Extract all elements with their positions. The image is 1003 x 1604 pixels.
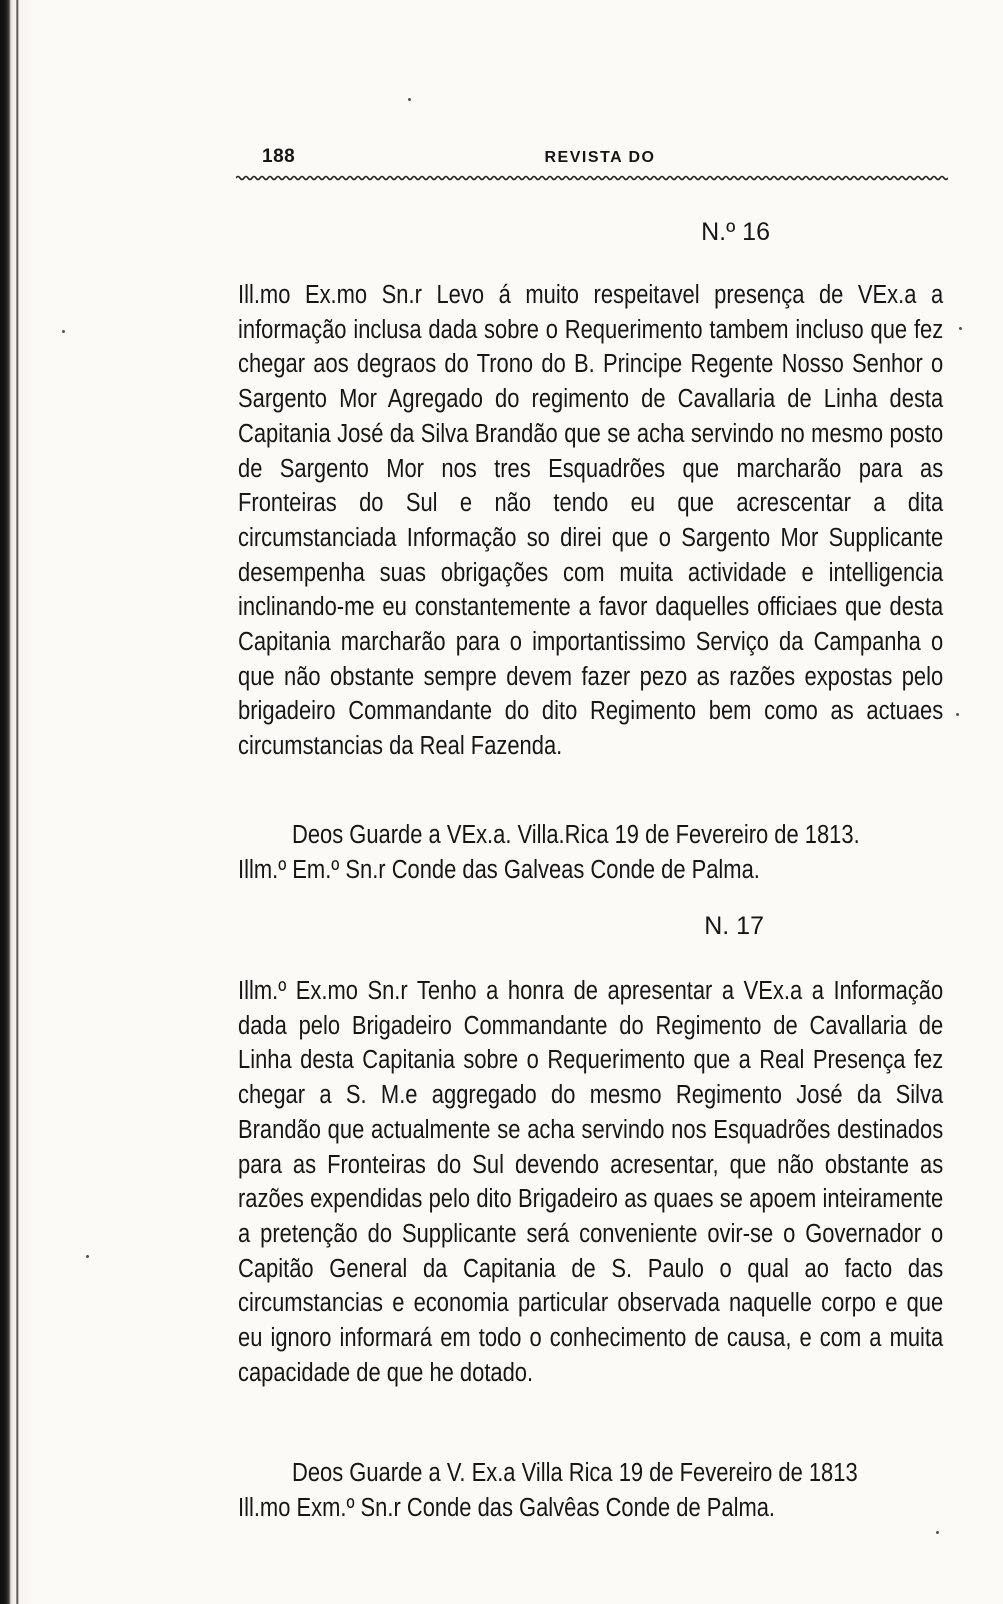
letter-17-closing-line-2: Ill.mo Exm.º Sn.r Conde das Galvêas Conde de Palma. [238,1494,776,1522]
letter-17-closing-line-1: Deos Guarde a V. Ex.a Villa Rica 19 de Fevereiro de 1813 [292,1459,858,1487]
letter-16-closing-line-2: Illm.º Em.º Sn.r Conde das Galveas Conde de Palma. [238,856,760,884]
running-head [240,146,960,176]
paper-speck [86,1255,89,1258]
paper-speck [936,1531,939,1534]
paper-speck [62,330,65,333]
letter-17-number: N. 17 [704,912,764,940]
letter-17-body: Illm.º Ex.mo Sn.r Tenho a honra de apresentar a VEx.a a Informação dada pelo Brigadeiro Commandante do Regimento de Cavallaria de Linha desta Capitania sobre o Requerimento que a Real Presença fez chegar a S. M.e aggregado do mesmo Regimento José da Silva Brandão que actualmente se acha servindo nos Esquadrões destinados para as Fronteiras do Sul devendo acresentar, que não obstante as razões expendidas pelo dito Brigadeiro as quaes se apoem inteiramente a pretenção do Supplicante será conveniente ovir-se o Governador o Capitão General da Capitania de S. Paulo o qual ao facto das circumstancias e economia particular observada naquelle corpo e que eu ignoro informará em todo o conhecimento de causa, e com a muita capacidade de que he dotado. [238,977,944,1387]
running-title: REVISTA DO [544,149,656,166]
letter-16-closing-line-1: Deos Guarde a VEx.a. Villa.Rica 19 de Fevereiro de 1813. [292,821,860,849]
wavy-rule-divider [236,174,948,182]
letter-16-number: N.º 16 [701,218,770,246]
paper-speck [408,98,411,101]
document-page [240,0,960,1604]
letter-16-body: Ill.mo Ex.mo Sn.r Levo á muito respeitavel presença de VEx.a a informação inclusa dada sobre o Requerimento tambem incluso que fez chegar aos degraos do Trono do B. Principe Regente Nosso Senhor o Sargento Mor Agregado do regimento de Cavallaria de Linha desta Capitania José da Silva Brandão que se acha servindo no mesmo posto de Sargento Mor nos tres Esquadrões que marcharão para as Fronteiras do Sul e não tendo eu que acrescentar a dita circumstanciada Informação so direi que o Sargento Mor Supplicante desempenha suas obrigações com muita actividade e intelligencia inclinando-me eu constantemente a favor daquelles officiaes que desta Capitania marcharão para o importantissimo Serviço da Campanha o que não obstante sempre devem fazer pezo as razões expostas pelo brigadeiro Commandante do dito Regimento bem como as actuaes circumstancias da Real Fazenda. [238,281,944,761]
paper-speck [959,327,962,330]
paper-speck [956,713,959,716]
page-binding-edge [0,0,34,1604]
page-number: 188 [262,146,296,167]
